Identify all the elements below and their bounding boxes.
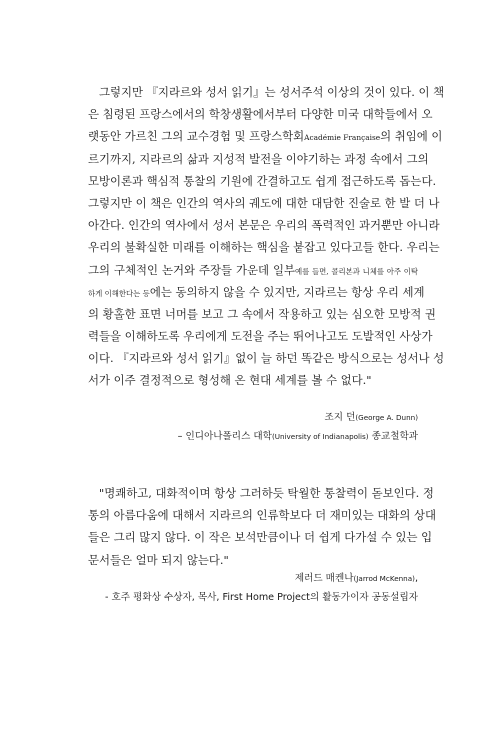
author-name-suffix: , (414, 573, 418, 584)
affiliation-text: - 호주 평화상 수상자, 목사, First Home Project의 활동가이자 공동설립자 (105, 592, 418, 603)
affiliation-prefix: – 인디아나폴리스 대학 (177, 431, 272, 442)
second-quote-author (295, 572, 418, 586)
second-quote-affiliation (105, 591, 418, 605)
quote-text: 랫동안 가르친 그의 교수경험 및 프랑스학회 (88, 129, 305, 144)
author-name: 조지 던 (324, 412, 356, 423)
quote-line: 이다. 『지라르와 성서 읽기』없이 늘 하던 똑같은 방식으로는 성서나 성 (88, 351, 445, 366)
quote-line: 문서들은 얼마 되지 않는다." (88, 552, 229, 567)
quote-line: 모방이론과 핵심적 통찰의 기원에 간결하고도 쉽게 접근하도록 돕는다. (88, 173, 437, 188)
quote-line (88, 259, 418, 281)
quote-text: 그의 구체적인 논거와 주장들 가운데 일부 (88, 262, 295, 277)
quote-line: 그렇지만 『지라르와 성서 읽기』는 성서주석 이상의 것이 있다. 이 책 (99, 85, 445, 99)
quote-text: 에는 동의하지 않을 수 있지만, 지라르는 항상 우리 세계 (149, 284, 425, 299)
author-name: 제러드 매켄나 (294, 573, 354, 584)
affiliation-suffix: 종교철학과 (368, 431, 418, 442)
author-name-latin: (George A. Dunn) (355, 413, 418, 422)
quote-line: 은 침령된 프랑스에서의 학창생활에서부터 다양한 미국 대학들에서 오 (88, 107, 433, 122)
quote-line: 르기까지, 지라르의 삶과 지성적 발전을 이야기하는 과정 속에서 그의 (88, 151, 429, 166)
quote-line: 력들을 이해하도록 우리에게 도전을 주는 뛰어나고도 도발적인 사상가 (88, 329, 433, 344)
quote-line: 들은 그리 많지 않다. 이 작은 보석만큼이나 더 쉽게 다가설 수 있는 입 (88, 530, 433, 545)
quote-line: 통의 아름다움에 대해서 지라르의 인류학보다 더 재미있는 대화의 상대 (88, 508, 437, 523)
inline-note: 예를 들면, 콜리본과 니체를 아주 이탁 (294, 266, 418, 276)
quote-line: 아간다. 인간의 역사에서 성서 본문은 우리의 폭력적인 과거뿐만 아니라 (88, 218, 440, 233)
quote-line: "명쾌하고, 대화적이며 항상 그러하듯 탁월한 통찰력이 돋보인다. 정 (99, 486, 434, 500)
quote-line: 그렇지만 이 책은 인간의 역사의 궤도에 대한 대담한 진술로 한 발 더 나 (88, 195, 440, 210)
first-endorsement-quote (88, 81, 445, 392)
inline-note: 하게 이해한다는 등 (88, 288, 150, 298)
quote-text: 의 취임에 이 (380, 129, 443, 144)
second-endorsement-quote (88, 482, 437, 571)
quote-line (88, 125, 443, 147)
quote-line: 서가 이주 결정적으로 형성해 온 현대 세계를 볼 수 없다." (88, 373, 372, 388)
author-name-latin: (Jarrod McKenna) (353, 574, 415, 583)
quote-line (88, 281, 425, 303)
french-academy-note: Académie Française (304, 133, 381, 143)
quote-line: 의 황홀한 표면 너머를 보고 그 속에서 작용하고 있는 심오한 모방적 권 (88, 306, 436, 321)
first-quote-affiliation (178, 430, 418, 444)
affiliation-latin: (University of Indianapolis) (271, 432, 369, 441)
first-quote-author (324, 411, 418, 425)
quote-line: 우리의 불확실한 미래를 이해하는 핵심을 붙잡고 있다고들 한다. 우리는 (88, 240, 440, 255)
